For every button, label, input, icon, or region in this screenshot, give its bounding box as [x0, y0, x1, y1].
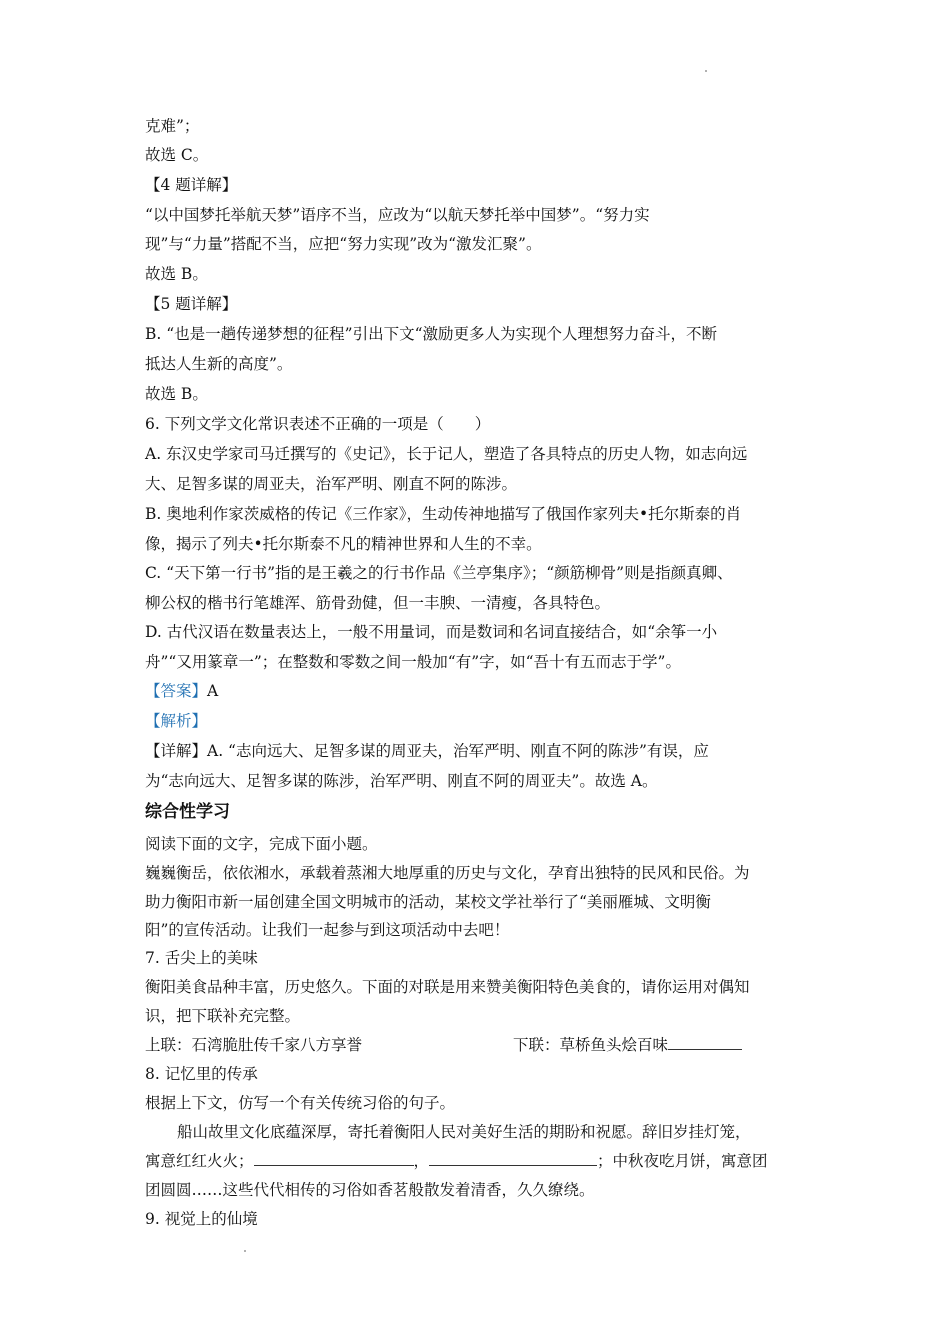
text-segment: ， [413, 1152, 430, 1170]
answer-blank[interactable] [254, 1151, 414, 1166]
text-line: 助力衡阳市新一届创建全国文明城市的活动，某校文学社举行了“美丽雁城、文明衡 [145, 893, 711, 911]
lower-couplet [513, 1035, 742, 1055]
section-heading: 综合性学习 [145, 802, 230, 822]
text-segment: ；中秋夜吃月饼，寓意团 [597, 1152, 768, 1170]
fill-blank-line [145, 1151, 768, 1171]
text-segment: 寓意红红火火； [145, 1152, 254, 1170]
option-a: A. 东汉史学家司马迁撰写的《史记》，长于记人，塑造了各具特点的历史人物，如志向远 [145, 445, 748, 463]
scan-speck [705, 70, 707, 72]
detail-line: 【详解】A. “志向远大、足智多谋的周亚夫，治军严明、刚直不阿的陈涉”有误，应 [145, 742, 709, 760]
couplet-line [145, 1035, 825, 1055]
text-line: 故选 B。 [145, 265, 208, 283]
text-line: 克难”； [145, 117, 200, 135]
answer-value: A [207, 682, 219, 700]
section-label: 【4 题详解】 [145, 176, 238, 194]
question-title: 9. 视觉上的仙境 [145, 1210, 258, 1228]
answer-label: 【答案】 [145, 682, 208, 700]
answer-blank[interactable] [429, 1151, 597, 1166]
answer-blank[interactable] [668, 1035, 742, 1050]
text-line: 识，把下联补充完整。 [145, 1007, 301, 1025]
option-b: B. 奥地利作家茨威格的传记《三作家》，生动传神地描写了俄国作家列夫•托尔斯泰的肖 [145, 505, 742, 523]
question-title: 7. 舌尖上的美味 [145, 949, 258, 967]
text-line: 故选 B。 [145, 385, 208, 403]
text-line: 船山故里文化底蕴深厚，寄托着衡阳人民对美好生活的期盼和祝愿。辞旧岁挂灯笼， [177, 1123, 751, 1141]
text-line: 柳公权的楷书行笔雄浑、筋骨劲健，但一丰腴、一清瘦，各具特色。 [145, 594, 611, 612]
text-line: 巍巍衡岳，依依湘水，承载着蒸湘大地厚重的历史与文化，孕育出独特的民风和民俗。为 [145, 864, 750, 882]
option-c: C. “天下第一行书”指的是王羲之的行书作品《兰亭集序》；“颜筋柳骨”则是指颜真卿、 [145, 564, 733, 582]
text-line: 舟”“又用篆章一”；在整数和零数之间一般加“有”字，如“吾十有五而志于学”。 [145, 653, 681, 671]
text-line: B. “也是一趟传递梦想的征程”引出下文“激励更多人为实现个人理想努力奋斗，不断 [145, 325, 718, 343]
answer-line [145, 681, 218, 701]
lower-couplet-text: 下联：草桥鱼头烩百味 [513, 1036, 669, 1054]
section-label: 【5 题详解】 [145, 295, 238, 313]
text-line: 衡阳美食品种丰富，历史悠久。下面的对联是用来赞美衡阳特色美食的，请你运用对偶知 [145, 978, 750, 996]
text-line: 阅读下面的文字，完成下面小题。 [145, 835, 378, 853]
text-line: 故选 C。 [145, 146, 209, 164]
text-line: 阳”的宣传活动。让我们一起参与到这项活动中去吧！ [145, 921, 510, 939]
text-line: 根据上下文，仿写一个有关传统习俗的句子。 [145, 1094, 456, 1112]
text-line: “以中国梦托举航天梦”语序不当，应改为“以航天梦托举中国梦”。“努力实 [145, 206, 650, 224]
question-title: 8. 记忆里的传承 [145, 1065, 258, 1083]
upper-couplet: 上联：石湾脆肚传千家八方享誉 [145, 1036, 363, 1054]
option-d: D. 古代汉语在数量表达上，一般不用量词，而是数词和名词直接结合，如“余筝一小 [145, 623, 718, 641]
text-line: 像，揭示了列夫•托尔斯泰不凡的精神世界和人生的不幸。 [145, 535, 542, 553]
text-line: 抵达人生新的高度”。 [145, 355, 293, 373]
scan-speck [244, 1250, 246, 1252]
analysis-label: 【解析】 [145, 712, 208, 730]
text-line: 现”与“力量”搭配不当，应把“努力实现”改为“激发汇聚”。 [145, 235, 542, 253]
text-line: 为“志向远大、足智多谋的陈涉，治军严明、刚直不阿的周亚夫”。故选 A。 [145, 772, 658, 790]
text-line: 团圆圆……这些代代相传的习俗如香茗般散发着清香，久久缭绕。 [145, 1181, 595, 1199]
question-stem: 6. 下列文学文化常识表述不正确的一项是（ ） [145, 415, 491, 433]
text-line: 大、足智多谋的周亚夫，治军严明、刚直不阿的陈涉。 [145, 475, 518, 493]
